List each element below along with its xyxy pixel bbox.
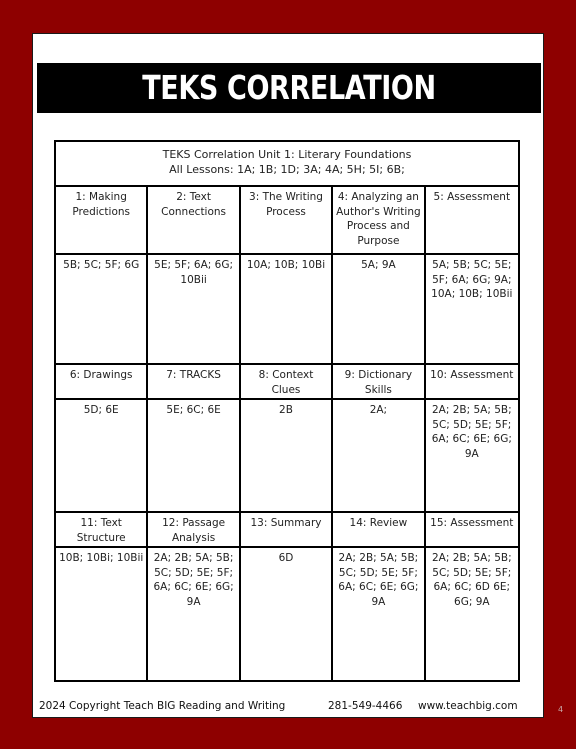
standards-cell: 2A; 2B; 5A; 5B; 5C; 5D; 5E; 5F; 6A; 6C; 6D 6E; 6G; 9A (431, 552, 512, 608)
lesson-cell: 14: Review (333, 513, 425, 548)
footer-website: www.teachbig.com (418, 700, 518, 712)
standards-cell: 2A; (333, 400, 425, 513)
standards-cell: 2A; 2B; 5A; 5B; 5C; 5D; 5E; 5F; 6A; 6C; 6E; 6G; 9A (426, 400, 518, 513)
standards-cell: 5D; 6E (56, 400, 148, 513)
standards-cell: 2B (241, 400, 333, 513)
footer-phone: 281-549-4466 (328, 700, 403, 712)
table-header-all-lessons: All Lessons: 1A; 1B; 1D; 3A; 4A; 5H; 5I; 6B; (169, 163, 405, 176)
standards-cell: 5B; 5C; 5F; 6G (56, 255, 148, 365)
lesson-cell: 10: Assessment (426, 365, 518, 400)
table-header-title: TEKS Correlation Unit 1: Literary Foundations (162, 148, 412, 161)
standards-cell: 5A; 9A (333, 255, 425, 365)
lesson-cell: 12: Passage Analysis (148, 513, 240, 548)
lesson-cell: 3: The Writing Process (241, 187, 333, 255)
lesson-cell: 1: Making Predictions (56, 187, 148, 255)
standards-cell: 10B; 10Bi; 10Bii (56, 548, 148, 680)
footer-copyright: 2024 Copyright Teach BIG Reading and Writing (39, 700, 286, 712)
document-page (32, 33, 544, 718)
page-title: TEKS CORRELATION (142, 68, 436, 107)
table-header (56, 142, 518, 187)
standards-cell: 5E; 5F; 6A; 6G; 10Bii (148, 255, 240, 365)
lesson-cell: 9: Dictionary Skills (333, 365, 425, 400)
lesson-cell: 6: Drawings (56, 365, 148, 400)
standards-cell: 2A; 2B; 5A; 5B; 5C; 5D; 5E; 5F; 6A; 6C; 6E; 6G; 9A (333, 548, 425, 680)
lesson-cell: 2: Text Connections (148, 187, 240, 255)
lesson-cell: 4: Analyzing an Author's Writing Process and Purpose (333, 187, 425, 255)
lesson-cell: 13: Summary (241, 513, 333, 548)
lesson-cell: 15: Assessment (426, 513, 518, 548)
lesson-cell: 7: TRACKS (148, 365, 240, 400)
lesson-cell: 8: Context Clues (241, 365, 333, 400)
standards-cell: 2A; 2B; 5A; 5B; 5C; 5D; 5E; 5F; 6A; 6C; 6E; 6G; 9A (148, 548, 240, 680)
standards-cell: 10A; 10B; 10Bi (241, 255, 333, 365)
standards-cell: 6D (241, 548, 333, 680)
standards-cell: 5A; 5B; 5C; 5E; 5F; 6A; 6G; 9A; 10A; 10B; 10Bii (426, 255, 518, 365)
teks-correlation-table (54, 140, 520, 682)
standards-cell: 5E; 6C; 6E (148, 400, 240, 513)
page-number: 4 (558, 705, 564, 714)
lesson-cell: 11: Text Structure (56, 513, 148, 548)
lesson-cell: 5: Assessment (426, 187, 518, 255)
title-banner (37, 63, 541, 113)
